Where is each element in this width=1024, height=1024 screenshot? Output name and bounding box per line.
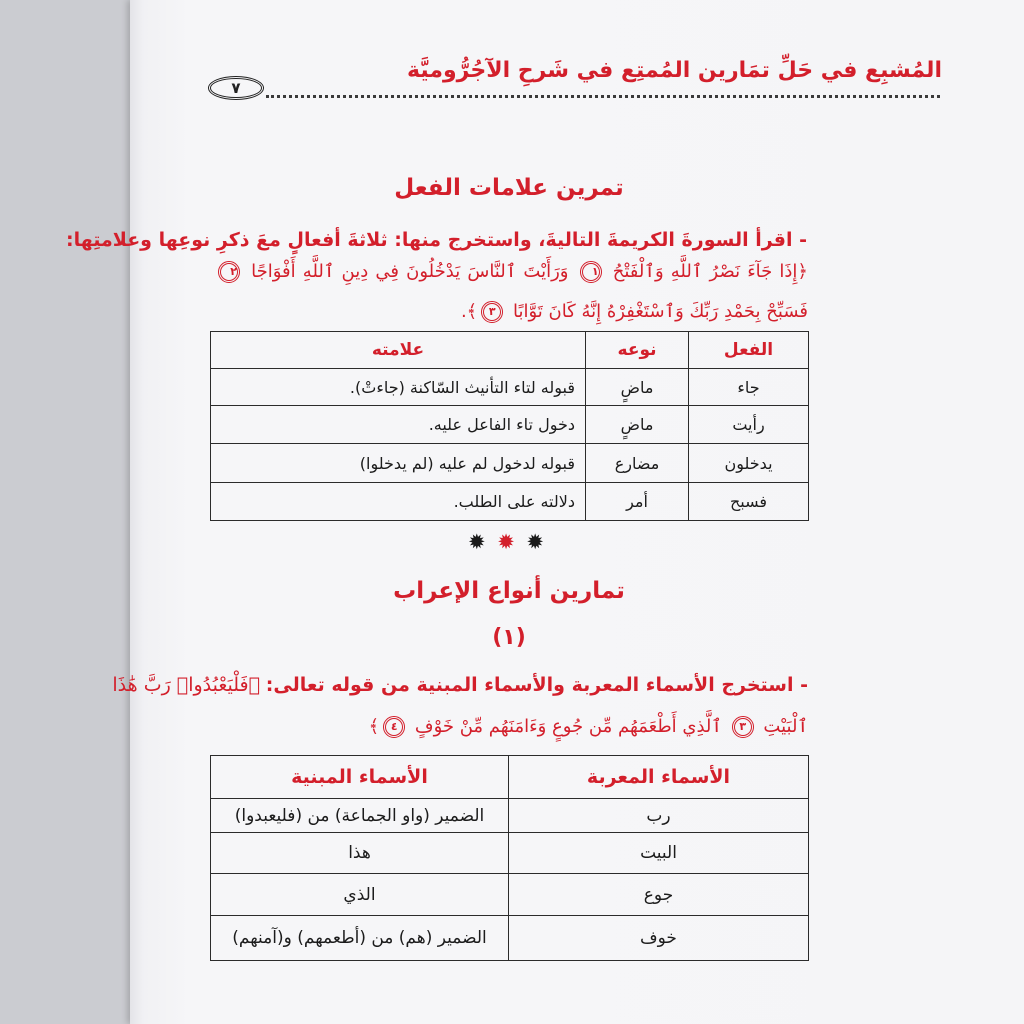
verse-text: ﴿إِذَا جَآءَ نَصْرُ ٱللَّهِ وَٱلْفَتْحُ xyxy=(612,261,808,282)
verse-text: ﴿فَلْيَعْبُدُوا۟ رَبَّ هَٰذَا xyxy=(112,674,261,696)
column-header-verb: الفعل xyxy=(689,332,809,369)
verse-closing-bracket: ﴾ xyxy=(368,716,380,737)
ayah-number-marker: ٤ xyxy=(383,716,405,738)
running-header-title: المُشبِع في حَلِّ تمَارين المُمتِع في شَرحِ الآجُرُّوميَّة xyxy=(407,58,942,83)
section1-instruction: - اقرأ السورةَ الكريمةَ التاليةَ، واستخرج منها: ثلاثةَ أفعالٍ معَ ذكرِ نوعِها وعلامتِها: xyxy=(65,229,807,251)
table-row xyxy=(211,916,809,961)
column-header-type: نوعه xyxy=(586,332,689,369)
column-header-sign: علامته xyxy=(211,332,586,369)
cell-declinable: البيت xyxy=(509,833,809,874)
page-number-badge xyxy=(208,76,264,100)
ornament-separator xyxy=(468,527,544,557)
column-header-indeclinable: الأسماء المبنية xyxy=(211,756,509,799)
cell-declinable: خوف xyxy=(509,916,809,961)
verse-text: وَرَأَيْتَ ٱلنَّاسَ يَدْخُلُونَ فِي دِينِ ٱللَّهِ أَفْوَاجًا xyxy=(251,261,569,282)
table-row xyxy=(211,406,809,444)
table-row xyxy=(211,799,809,833)
table-row xyxy=(211,874,809,916)
ayah-number-marker: ٣ xyxy=(481,301,503,323)
table-header-row xyxy=(211,756,809,799)
cell-sign: دخول تاء الفاعل عليه. xyxy=(211,406,586,444)
exercise-number: (١) xyxy=(492,625,526,650)
ayah-number-marker: ٣ xyxy=(732,716,754,738)
cell-verb: يدخلون xyxy=(689,444,809,483)
section2-instruction-line1 xyxy=(112,669,808,702)
table-row xyxy=(211,833,809,874)
nouns-table xyxy=(210,755,809,961)
section2-title: تمارين أنواع الإعراب xyxy=(393,578,625,604)
verse-closing-bracket: ﴾. xyxy=(460,301,478,322)
page-number: ٧ xyxy=(231,79,241,97)
cell-type: ماضٍ xyxy=(586,369,689,406)
cell-indeclinable: الضمير (واو الجماعة) من (فليعبدوا) xyxy=(211,799,509,833)
verse-text: ٱلَّذِي أَطْعَمَهُم مِّن جُوعٍ وَءَامَنَهُم مِّنْ خَوْفٍ xyxy=(414,716,722,737)
cell-declinable: رب xyxy=(509,799,809,833)
cell-indeclinable: هذا xyxy=(211,833,509,874)
cell-verb: فسبح xyxy=(689,483,809,521)
cell-type: ماضٍ xyxy=(586,406,689,444)
ayah-number-marker: ١ xyxy=(580,261,602,283)
section1-title: تمرين علامات الفعل xyxy=(394,175,624,201)
star-ornament-icon: ✹ xyxy=(497,530,515,554)
section2-instruction: - استخرج الأسماء المعربة والأسماء المبنية من قوله تعالى: xyxy=(265,674,808,696)
verse-text: ٱلْبَيْتِ xyxy=(763,716,808,737)
table-header-row xyxy=(211,332,809,369)
star-ornament-icon: ✹ xyxy=(526,530,544,554)
section1-verse-line1 xyxy=(214,256,808,288)
table-row xyxy=(211,369,809,406)
cell-declinable: جوع xyxy=(509,874,809,916)
cell-type: أمر xyxy=(586,483,689,521)
star-ornament-icon: ✹ xyxy=(468,530,486,554)
header-dotted-rule xyxy=(266,95,940,98)
cell-indeclinable: الضمير (هم) من (أطعمهم) و(آمنهم) xyxy=(211,916,509,961)
table-row xyxy=(211,444,809,483)
cell-indeclinable: الذي xyxy=(211,874,509,916)
ayah-number-marker: ٢ xyxy=(218,261,240,283)
table-row xyxy=(211,483,809,521)
section2-verse-line2 xyxy=(369,711,808,743)
cell-sign: دلالته على الطلب. xyxy=(211,483,586,521)
cell-type: مضارع xyxy=(586,444,689,483)
section1-verse-line2 xyxy=(461,296,808,328)
cell-verb: جاء xyxy=(689,369,809,406)
verbs-table xyxy=(210,331,809,521)
column-header-declinable: الأسماء المعربة xyxy=(509,756,809,799)
cell-sign: قبوله لدخول لم عليه (لم يدخلوا) xyxy=(211,444,586,483)
cell-sign: قبوله لتاء التأنيث السّاكنة (جاءتْ). xyxy=(211,369,586,406)
cell-verb: رأيت xyxy=(689,406,809,444)
verse-text: فَسَبِّحْ بِحَمْدِ رَبِّكَ وَٱسْتَغْفِرْهُ إِنَّهُ كَانَ تَوَّابًا xyxy=(512,301,808,322)
